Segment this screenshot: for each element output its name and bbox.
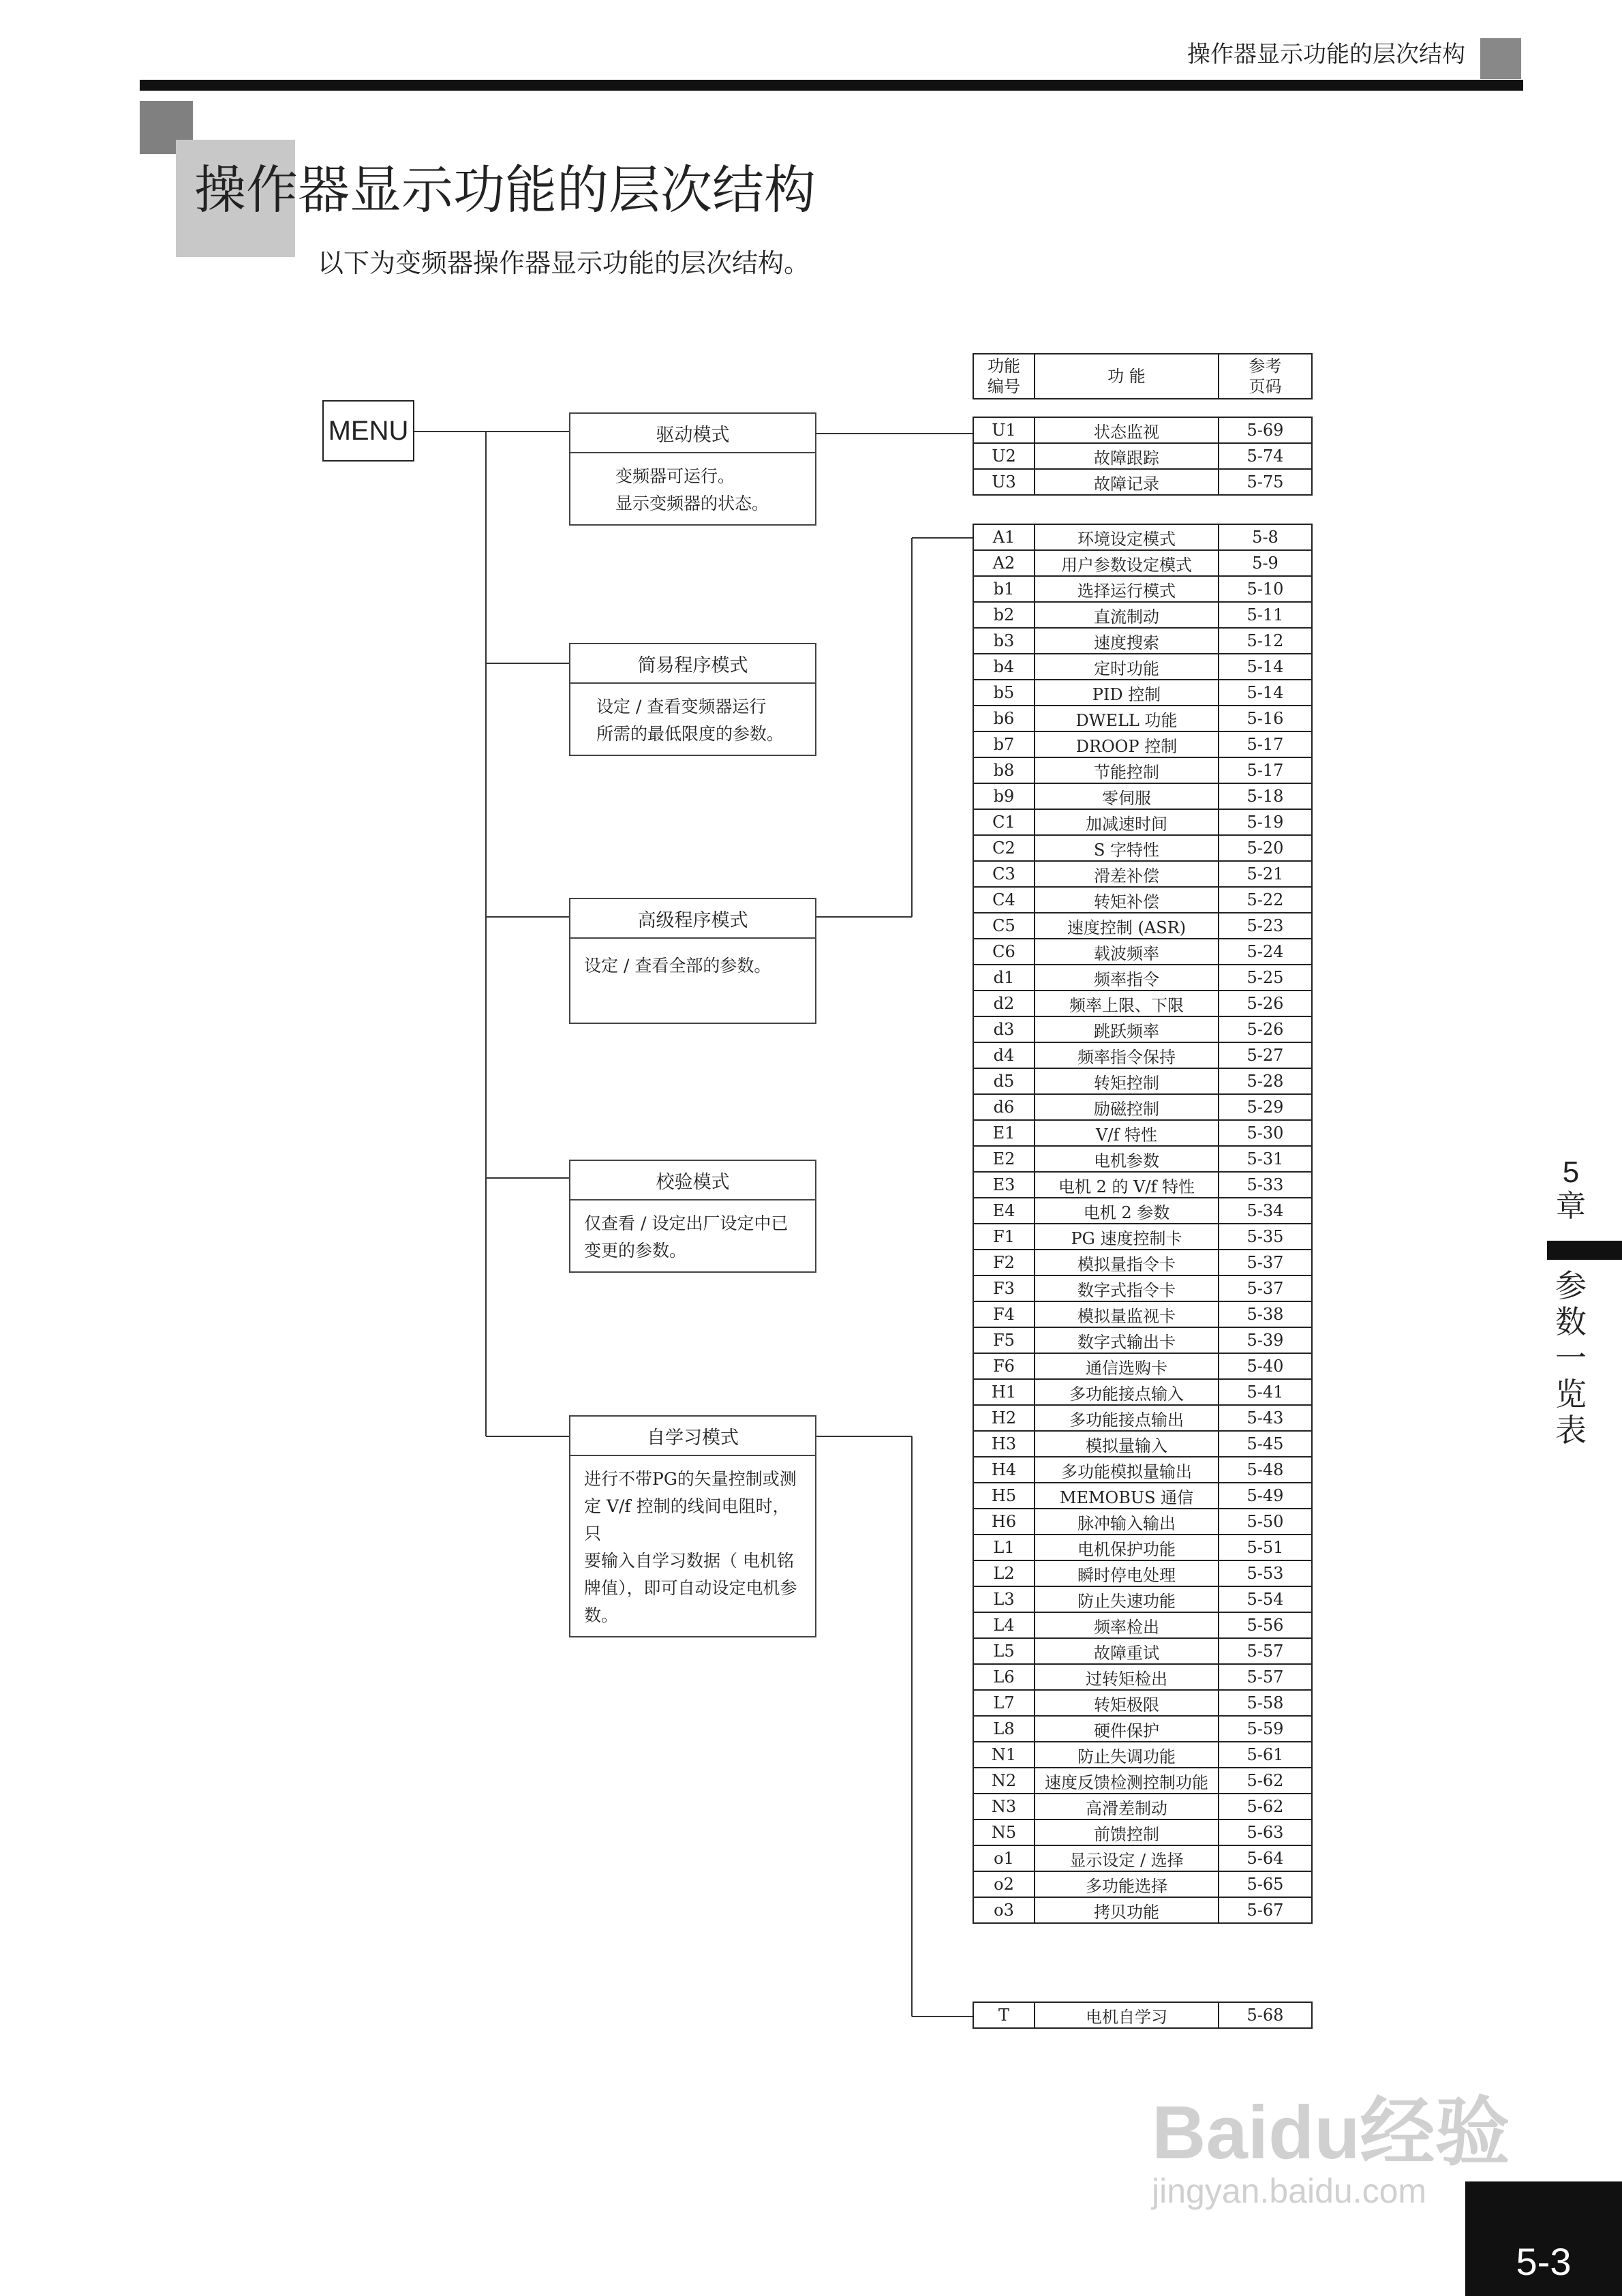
param-name: 数字式输出卡 [1035,1327,1219,1353]
param-name: 速度搜索 [1035,628,1219,654]
param-name: 过转矩检出 [1035,1664,1219,1690]
param-name: 通信选购卡 [1035,1353,1219,1379]
param-name: 防止失调功能 [1035,1742,1219,1768]
table-row [973,1068,1312,1094]
chapter-tab-bar [1547,1241,1622,1260]
mode-desc-line: 变更的参数。 [584,1241,687,1260]
header-page [1219,354,1312,399]
param-code: b8 [973,757,1035,783]
param-name: 硬件保护 [1035,1716,1219,1742]
param-name: 多功能接点输出 [1035,1405,1219,1431]
table-row [973,2002,1312,2028]
param-code: C1 [973,809,1035,835]
param-code: U2 [973,443,1035,469]
table-header-row [973,354,1312,399]
mode-desc-line: 进行不带PG的矢量控制或测 [584,1469,797,1489]
table-row [973,1301,1312,1327]
param-code: C6 [973,939,1035,965]
param-name: 零伺服 [1035,783,1219,809]
param-code: N5 [973,1819,1035,1845]
mode-verify [569,1160,816,1273]
param-code: C5 [973,913,1035,939]
param-page: 5-62 [1219,1794,1312,1819]
param-code: o2 [973,1871,1035,1897]
param-name: 载波频率 [1035,939,1219,965]
param-page: 5-9 [1219,550,1312,576]
param-name: 多功能模拟量输出 [1035,1457,1219,1483]
param-page: 5-40 [1219,1353,1312,1379]
param-page: 5-61 [1219,1742,1312,1768]
param-name: MEMOBUS 通信 [1035,1483,1219,1509]
mode-title: 高级程序模式 [570,899,815,939]
param-page: 5-41 [1219,1379,1312,1405]
param-name: PG 速度控制卡 [1035,1224,1219,1250]
mode-desc [570,939,815,986]
param-page: 5-54 [1219,1586,1312,1612]
table-row [973,550,1312,576]
mode-advanced-program [569,898,816,1024]
param-name: 多功能选择 [1035,1871,1219,1897]
param-code: L8 [973,1716,1035,1742]
param-code: d6 [973,1094,1035,1120]
table-row [973,731,1312,757]
table-row [973,887,1312,913]
table-row [973,1198,1312,1224]
table-row [973,1379,1312,1405]
param-name: 频率上限、下限 [1035,991,1219,1016]
param-name: DWELL 功能 [1035,706,1219,731]
param-name: 模拟量输入 [1035,1431,1219,1457]
param-code: H2 [973,1405,1035,1431]
param-page: 5-33 [1219,1172,1312,1198]
table-row [973,939,1312,965]
table-row [973,1742,1312,1768]
mode-desc-line: 显示变频器的状态。 [615,494,769,513]
table-row [973,1016,1312,1042]
table-row [973,1664,1312,1690]
mode-quick-program [569,643,816,756]
param-page: 5-16 [1219,706,1312,731]
param-page: 5-58 [1219,1690,1312,1716]
table-row [973,1897,1312,1923]
param-page: 5-17 [1219,731,1312,757]
param-page: 5-20 [1219,835,1312,861]
param-code: H5 [973,1483,1035,1509]
param-page: 5-12 [1219,628,1312,654]
mode-desc [570,684,815,755]
table-row [973,628,1312,654]
param-page: 5-11 [1219,602,1312,628]
param-name: 瞬时停电处理 [1035,1560,1219,1586]
param-code: F1 [973,1224,1035,1250]
param-page: 5-56 [1219,1612,1312,1638]
param-page: 5-38 [1219,1301,1312,1327]
param-code: d5 [973,1068,1035,1094]
param-code: b7 [973,731,1035,757]
param-code: N3 [973,1794,1035,1819]
param-name: 模拟量监视卡 [1035,1301,1219,1327]
mode-desc-line: 变频器可运行。 [615,466,735,486]
mode-title: 简易程序模式 [570,644,815,684]
table-row [973,1509,1312,1535]
param-name: DROOP 控制 [1035,731,1219,757]
param-code: N1 [973,1742,1035,1768]
param-name: 用户参数设定模式 [1035,550,1219,576]
mode-desc [570,1456,815,1636]
page-number: 5-3 [1465,2181,1622,2296]
autotuning-group-table [973,2002,1313,2029]
param-code: b9 [973,783,1035,809]
param-code: b2 [973,602,1035,628]
table-row [973,757,1312,783]
mode-desc-line: 仅查看 / 设定出厂设定中已 [584,1213,789,1233]
param-name: 电机自学习 [1035,2002,1219,2028]
param-page: 5-53 [1219,1560,1312,1586]
mode-desc-line: 所需的最低限度的参数。 [596,724,784,744]
table-row [973,1405,1312,1431]
table-row [973,524,1312,550]
param-code: F4 [973,1301,1035,1327]
table-row [973,1768,1312,1794]
param-page: 5-51 [1219,1535,1312,1560]
page-subtitle: 以下为变频器操作器显示功能的层次结构。 [318,248,810,278]
table-row [973,835,1312,861]
param-name: 转矩补偿 [1035,887,1219,913]
table-row [973,1120,1312,1146]
param-page: 5-19 [1219,809,1312,835]
table-row [973,1586,1312,1612]
param-page: 5-26 [1219,1016,1312,1042]
param-code: d4 [973,1042,1035,1068]
mode-title: 驱动模式 [570,414,815,453]
param-code: F3 [973,1275,1035,1301]
param-page: 5-30 [1219,1120,1312,1146]
monitor-group-table [973,417,1313,496]
param-page: 5-75 [1219,469,1312,495]
param-page: 5-10 [1219,576,1312,602]
running-header: 操作器显示功能的层次结构 [1187,41,1465,68]
table-row [973,1483,1312,1509]
param-code: L6 [973,1664,1035,1690]
table-row [973,680,1312,706]
param-code: C4 [973,887,1035,913]
param-page: 5-59 [1219,1716,1312,1742]
param-name: V/f 特性 [1035,1120,1219,1146]
param-page: 5-17 [1219,757,1312,783]
param-code: H4 [973,1457,1035,1483]
param-name: 直流制动 [1035,602,1219,628]
table-row [973,1042,1312,1068]
param-page: 5-50 [1219,1509,1312,1535]
param-code: b3 [973,628,1035,654]
param-name: 防止失速功能 [1035,1586,1219,1612]
param-name: 电机 2 参数 [1035,1198,1219,1224]
param-page: 5-27 [1219,1042,1312,1068]
param-name: 转矩控制 [1035,1068,1219,1094]
param-name: 脉冲输入输出 [1035,1509,1219,1535]
section-title-vertical [1547,1268,1595,1449]
table-row [973,1612,1312,1638]
mode-drive [569,412,816,526]
param-page: 5-49 [1219,1483,1312,1509]
param-name: 拷贝功能 [1035,1897,1219,1923]
table-row [973,1224,1312,1250]
table-row [973,783,1312,809]
param-page: 5-37 [1219,1250,1312,1275]
table-row [973,861,1312,887]
param-code: C2 [973,835,1035,861]
param-code: C3 [973,861,1035,887]
table-row [973,602,1312,628]
chapter-word: 章 [1556,1190,1586,1223]
mode-desc [570,1200,815,1271]
table-row [973,469,1312,495]
param-name: 频率指令保持 [1035,1042,1219,1068]
param-code: b5 [973,680,1035,706]
param-code: H6 [973,1509,1035,1535]
mode-title: 校验模式 [570,1161,815,1200]
param-code: L4 [973,1612,1035,1638]
table-row [973,1638,1312,1664]
param-name: 选择运行模式 [1035,576,1219,602]
table-row [973,1819,1312,1845]
param-name: 高滑差制动 [1035,1794,1219,1819]
param-name: PID 控制 [1035,680,1219,706]
param-code: b6 [973,706,1035,731]
param-code: b4 [973,654,1035,680]
table-row [973,1172,1312,1198]
table-row [973,1794,1312,1819]
table-row [973,809,1312,835]
section-title-text: 参 数 一 览 表 [1555,1267,1587,1449]
mode-desc [570,453,815,524]
param-page: 5-25 [1219,965,1312,991]
header-function: 功 能 [1035,354,1219,399]
param-page: 5-35 [1219,1224,1312,1250]
table-row [973,965,1312,991]
param-page: 5-57 [1219,1664,1312,1690]
param-name: 励磁控制 [1035,1094,1219,1120]
chapter-marker [1547,1155,1595,1224]
chapter-number: 5 [1562,1155,1580,1189]
param-code: o3 [973,1897,1035,1923]
param-page: 5-24 [1219,939,1312,965]
param-code: L2 [973,1560,1035,1586]
param-name: 前馈控制 [1035,1819,1219,1845]
param-code: N2 [973,1768,1035,1794]
table-row [973,1146,1312,1172]
param-page: 5-48 [1219,1457,1312,1483]
table-row [973,1690,1312,1716]
param-page: 5-57 [1219,1638,1312,1664]
param-name: 显示设定 / 选择 [1035,1845,1219,1871]
param-page: 5-23 [1219,913,1312,939]
param-name: 故障重试 [1035,1638,1219,1664]
param-name: 频率检出 [1035,1612,1219,1638]
param-code: F5 [973,1327,1035,1353]
header-page-text: 参考 页码 [1249,357,1282,396]
param-name: 速度控制 (ASR) [1035,913,1219,939]
param-page: 5-43 [1219,1405,1312,1431]
param-name: 电机保护功能 [1035,1535,1219,1560]
watermark-url: jingyan.baidu.com [1152,2172,1427,2210]
param-code: H3 [973,1431,1035,1457]
table-row [973,706,1312,731]
table-row [973,1560,1312,1586]
param-code: E1 [973,1120,1035,1146]
param-name: 电机参数 [1035,1146,1219,1172]
param-page: 5-64 [1219,1845,1312,1871]
param-code: A1 [973,524,1035,550]
table-row [973,576,1312,602]
param-name: 频率指令 [1035,965,1219,991]
table-row [973,1845,1312,1871]
param-name: 环境设定模式 [1035,524,1219,550]
param-code: L7 [973,1690,1035,1716]
param-code: L1 [973,1535,1035,1560]
param-page: 5-74 [1219,443,1312,469]
param-page: 5-65 [1219,1871,1312,1897]
table-row [973,654,1312,680]
param-page: 5-67 [1219,1897,1312,1923]
menu-key: MENU [322,400,414,462]
param-name: 数字式指令卡 [1035,1275,1219,1301]
param-page: 5-62 [1219,1768,1312,1794]
param-page: 5-28 [1219,1068,1312,1094]
mode-title: 自学习模式 [570,1417,815,1456]
param-page: 5-63 [1219,1819,1312,1845]
param-page: 5-22 [1219,887,1312,913]
table-row [973,1535,1312,1560]
param-code: L5 [973,1638,1035,1664]
header-code-text: 功能 编号 [988,357,1020,396]
param-code: U3 [973,469,1035,495]
table-row [973,1250,1312,1275]
param-page: 5-14 [1219,654,1312,680]
param-name: 跳跃频率 [1035,1016,1219,1042]
param-page: 5-34 [1219,1198,1312,1224]
table-row [973,417,1312,443]
param-name: 故障跟踪 [1035,443,1219,469]
param-page: 5-18 [1219,783,1312,809]
param-page: 5-26 [1219,991,1312,1016]
table-row [973,1457,1312,1483]
param-code: E3 [973,1172,1035,1198]
param-code: T [973,2002,1035,2028]
param-page: 5-21 [1219,861,1312,887]
param-page: 5-68 [1219,2002,1312,2028]
table-header [973,353,1313,399]
param-name: 加减速时间 [1035,809,1219,835]
param-page: 5-29 [1219,1094,1312,1120]
param-name: 故障记录 [1035,469,1219,495]
table-row [973,1275,1312,1301]
table-row [973,1353,1312,1379]
param-name: 多功能接点输入 [1035,1379,1219,1405]
parameter-group-table [973,524,1313,1924]
param-name: S 字特性 [1035,835,1219,861]
mode-desc-line: 数。 [584,1605,619,1625]
mode-desc-line: 牌值），即可自动设定电机参 [584,1578,797,1598]
param-page: 5-39 [1219,1327,1312,1353]
param-page: 5-8 [1219,524,1312,550]
param-name: 滑差补偿 [1035,861,1219,887]
mode-desc-line: 设定 / 查看变频器运行 [596,697,767,716]
table-row [973,1716,1312,1742]
table-row [973,443,1312,469]
param-code: E4 [973,1198,1035,1224]
watermark-logo: Baidu经验 [1152,2091,1510,2175]
table-row [973,1431,1312,1457]
param-code: E2 [973,1146,1035,1172]
mode-desc-line: 要输入自学习数据（ 电机铭 [584,1551,794,1571]
table-row [973,1871,1312,1897]
param-code: o1 [973,1845,1035,1871]
param-name: 定时功能 [1035,654,1219,680]
param-page: 5-37 [1219,1275,1312,1301]
param-code: L3 [973,1586,1035,1612]
mode-desc-line: 定 V/f 控制的线间电阻时，只 [584,1496,790,1543]
table-row [973,991,1312,1016]
param-page: 5-69 [1219,417,1312,443]
param-code: d1 [973,965,1035,991]
param-name: 节能控制 [1035,757,1219,783]
param-code: F6 [973,1353,1035,1379]
mode-desc-line: 设定 / 查看全部的参数。 [584,956,771,976]
param-code: A2 [973,550,1035,576]
param-code: F2 [973,1250,1035,1275]
param-name: 状态监视 [1035,417,1219,443]
param-code: b1 [973,576,1035,602]
param-name: 转矩极限 [1035,1690,1219,1716]
param-code: d2 [973,991,1035,1016]
param-name: 速度反馈检测控制功能 [1035,1768,1219,1794]
table-row [973,1094,1312,1120]
param-name: 模拟量指令卡 [1035,1250,1219,1275]
param-code: H1 [973,1379,1035,1405]
header-code [973,354,1035,399]
table-row [973,1327,1312,1353]
param-code: U1 [973,417,1035,443]
param-name: 电机 2 的 V/f 特性 [1035,1172,1219,1198]
param-code: d3 [973,1016,1035,1042]
page-title: 操作器显示功能的层次结构 [194,160,816,220]
table-row [973,913,1312,939]
mode-autotuning [569,1415,816,1637]
param-page: 5-45 [1219,1431,1312,1457]
param-page: 5-14 [1219,680,1312,706]
param-page: 5-31 [1219,1146,1312,1172]
